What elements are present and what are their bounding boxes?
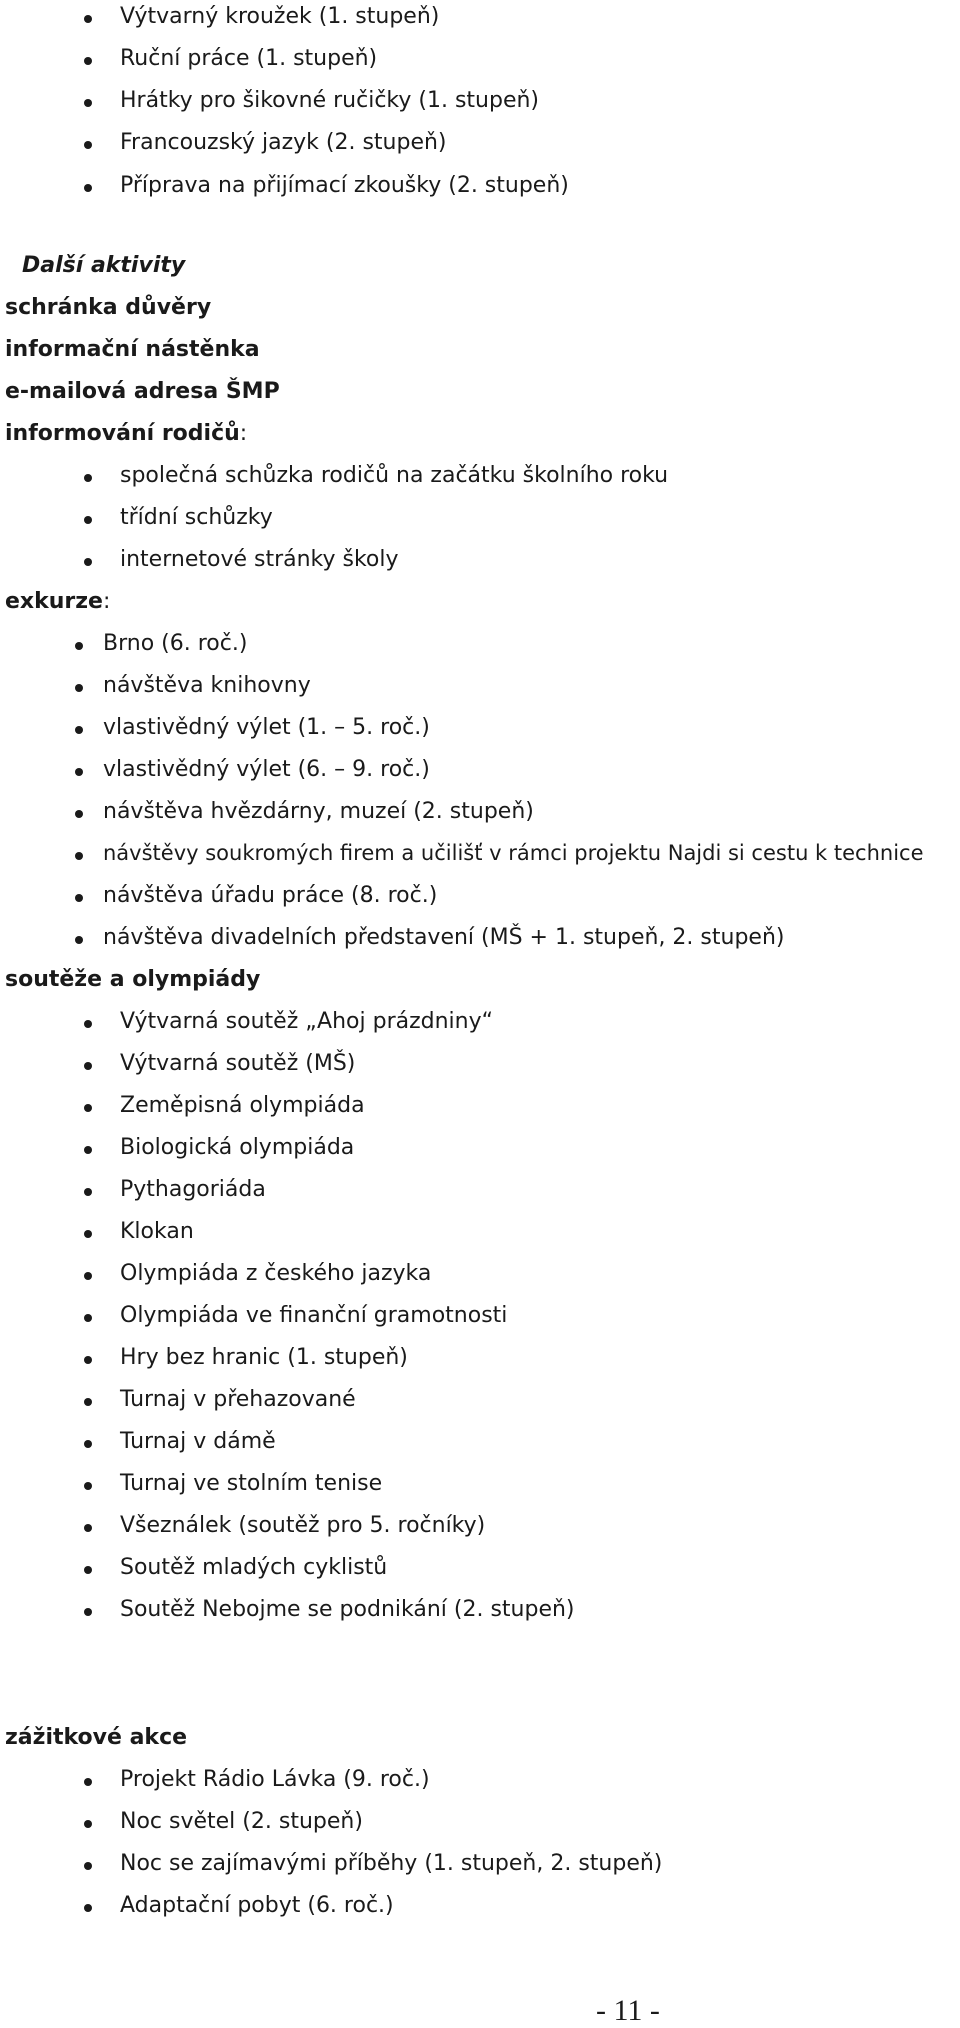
bullet-icon — [84, 1062, 92, 1070]
list-item: návštěva úřadu práce (8. roč.) — [103, 883, 438, 908]
bullet-icon — [84, 1820, 92, 1828]
list-item: Brno (6. roč.) — [103, 631, 248, 656]
bullet-icon — [84, 57, 92, 65]
list-item: vlastivědný výlet (1. – 5. roč.) — [103, 715, 430, 740]
list-item: vlastivědný výlet (6. – 9. roč.) — [103, 757, 430, 782]
section-heading-dalsi-aktivity: Další aktivity — [22, 253, 186, 278]
list-item: Turnaj ve stolním tenise — [120, 1471, 383, 1496]
list-item: návštěva hvězdárny, muzeí (2. stupeň) — [103, 799, 534, 824]
bullet-icon — [84, 558, 92, 566]
list-item: Turnaj v dámě — [120, 1429, 276, 1454]
bullet-icon — [84, 1440, 92, 1448]
bullet-icon — [84, 1862, 92, 1870]
list-item: Adaptační pobyt (6. roč.) — [120, 1893, 394, 1918]
list-item: návštěvy soukromých firem a učilišť v rámci projektu Najdi si cestu k technice — [103, 841, 924, 865]
list-item: Noc světel (2. stupeň) — [120, 1809, 363, 1834]
bullet-icon — [84, 1566, 92, 1574]
bullet-icon — [75, 768, 83, 776]
bullet-icon — [84, 1104, 92, 1112]
list-item: Soutěž Nebojme se podnikání (2. stupeň) — [120, 1597, 575, 1622]
bullet-icon — [75, 726, 83, 734]
bullet-icon — [75, 852, 83, 860]
activity-line: schránka důvěry — [5, 295, 212, 320]
list-item: Hry bez hranic (1. stupeň) — [120, 1345, 408, 1370]
list-item: Noc se zajímavými příběhy (1. stupeň, 2. stupeň) — [120, 1851, 663, 1876]
bullet-icon — [84, 1482, 92, 1490]
list-item: návštěva divadelních představení (MŠ + 1. stupeň, 2. stupeň) — [103, 925, 785, 950]
bullet-icon — [84, 1146, 92, 1154]
activity-line: informační nástěnka — [5, 337, 260, 362]
bullet-icon — [84, 1020, 92, 1028]
list-item: Ruční práce (1. stupeň) — [120, 46, 378, 71]
bullet-icon — [75, 810, 83, 818]
exkurze-colon: : — [102, 589, 111, 614]
list-item: Příprava na přijímací zkoušky (2. stupeň) — [120, 173, 569, 198]
bullet-icon — [84, 1188, 92, 1196]
section-heading-zazitkove: zážitkové akce — [5, 1725, 188, 1750]
list-item: Výtvarný kroužek (1. stupeň) — [120, 4, 440, 29]
list-item: Všeználek (soutěž pro 5. ročníky) — [120, 1513, 486, 1538]
list-item: Olympiáda z českého jazyka — [120, 1261, 432, 1286]
informovani-colon: : — [239, 421, 248, 446]
activity-line: e-mailová adresa ŠMP — [5, 379, 280, 404]
list-item: Klokan — [120, 1219, 194, 1244]
bullet-icon — [84, 1314, 92, 1322]
bullet-icon — [84, 1608, 92, 1616]
bullet-icon — [75, 684, 83, 692]
list-item: Zeměpisná olympiáda — [120, 1093, 365, 1118]
list-item: Biologická olympiáda — [120, 1135, 355, 1160]
bullet-icon — [84, 99, 92, 107]
bullet-icon — [84, 15, 92, 23]
informovani-heading-line — [5, 423, 247, 445]
bullet-icon — [84, 1524, 92, 1532]
bullet-icon — [84, 184, 92, 192]
bullet-icon — [84, 1398, 92, 1406]
bullet-icon — [84, 474, 92, 482]
bullet-icon — [84, 1778, 92, 1786]
list-item: Pythagoriáda — [120, 1177, 266, 1202]
exkurze-heading-line — [5, 591, 110, 613]
bullet-icon — [84, 516, 92, 524]
bullet-icon — [75, 936, 83, 944]
bullet-icon — [84, 141, 92, 149]
list-item: Soutěž mladých cyklistů — [120, 1555, 388, 1580]
bullet-icon — [75, 894, 83, 902]
bullet-icon — [75, 642, 83, 650]
list-item: Turnaj v přehazované — [120, 1387, 356, 1412]
list-item: Olympiáda ve finanční gramotnosti — [120, 1303, 508, 1328]
list-item: Francouzský jazyk (2. stupeň) — [120, 130, 447, 155]
list-item: třídní schůzky — [120, 505, 273, 530]
list-item: internetové stránky školy — [120, 547, 399, 572]
bullet-icon — [84, 1272, 92, 1280]
bullet-icon — [84, 1904, 92, 1912]
list-item: Hrátky pro šikovné ručičky (1. stupeň) — [120, 88, 540, 113]
bullet-icon — [84, 1230, 92, 1238]
list-item: Výtvarná soutěž (MŠ) — [120, 1051, 356, 1076]
bullet-icon — [84, 1356, 92, 1364]
exkurze-heading: exkurze — [5, 589, 103, 614]
page-number: - 11 - — [596, 1994, 660, 2027]
section-heading-souteze: soutěže a olympiády — [5, 967, 261, 992]
informovani-heading: informování rodičů — [5, 421, 240, 446]
list-item: návštěva knihovny — [103, 673, 311, 698]
list-item: společná schůzka rodičů na začátku školního roku — [120, 463, 669, 488]
list-item: Projekt Rádio Lávka (9. roč.) — [120, 1767, 430, 1792]
list-item: Výtvarná soutěž „Ahoj prázdniny“ — [120, 1009, 494, 1034]
